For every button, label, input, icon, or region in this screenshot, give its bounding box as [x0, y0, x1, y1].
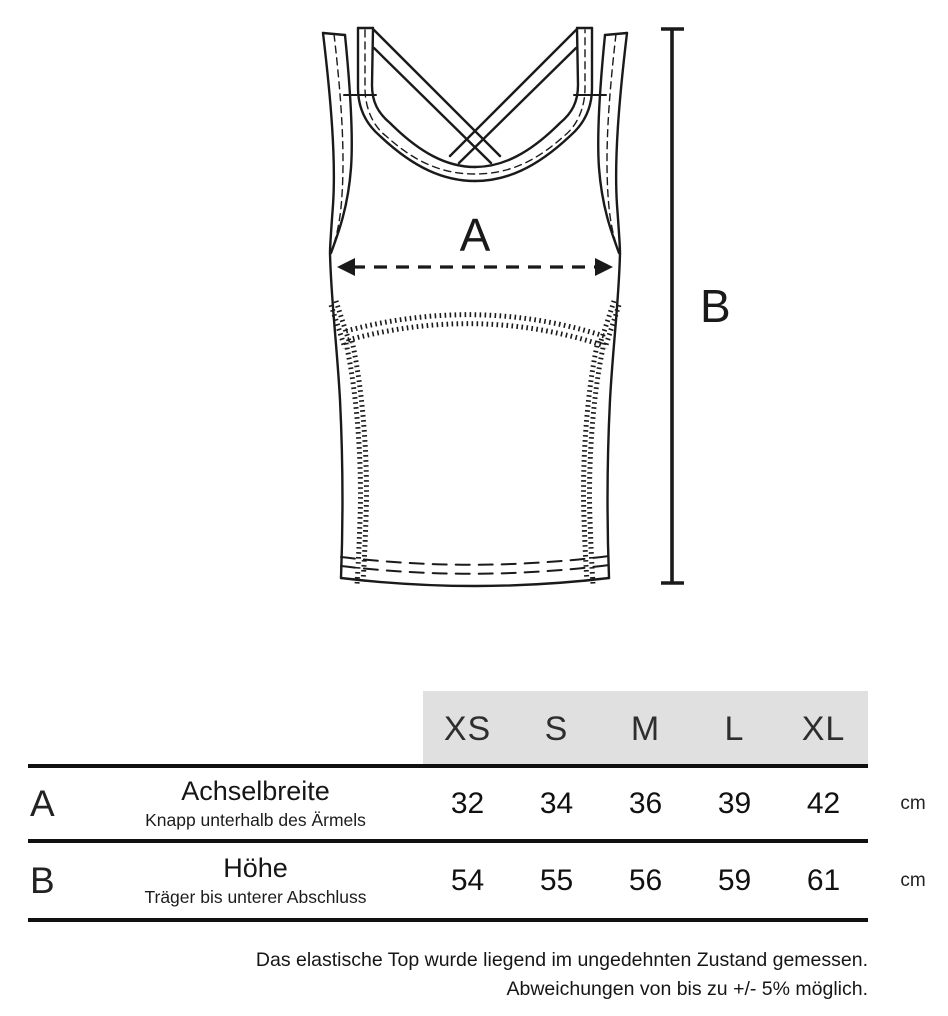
- value-xl: 42: [806, 786, 841, 820]
- row-letter: A: [30, 782, 55, 824]
- tank-top-right-outline: [598, 33, 627, 578]
- size-header-s: S: [544, 710, 569, 748]
- unit-label: cm: [900, 792, 926, 814]
- value-s: 55: [539, 863, 574, 897]
- measurement-name: Höhe: [223, 853, 288, 884]
- value-xs: 32: [450, 786, 485, 820]
- measure-b-label: B: [700, 280, 731, 332]
- measurement-footnote: [256, 946, 868, 1005]
- tank-top-stitch-seams: [331, 301, 619, 584]
- footnote-line-2: Abweichungen von bis zu +/- 5% möglich.: [506, 978, 868, 1001]
- size-header-l: L: [724, 710, 745, 748]
- value-s: 34: [539, 786, 574, 820]
- value-m: 56: [628, 863, 663, 897]
- value-xl: 61: [806, 863, 841, 897]
- table-row-hoehe: [28, 843, 926, 918]
- measurement-name-cell: [88, 853, 423, 907]
- size-header-xl: XL: [801, 710, 846, 748]
- table-row-achselbreite: [28, 768, 926, 839]
- value-xs: 54: [450, 863, 485, 897]
- value-m: 36: [628, 786, 663, 820]
- size-table-header: [423, 691, 868, 768]
- tank-top-hem: [341, 556, 609, 586]
- tank-top-cross-straps: [374, 30, 576, 163]
- tank-top-neckline: [358, 28, 592, 181]
- measurement-description: Knapp unterhalb des Ärmels: [145, 810, 366, 831]
- row-letter: B: [30, 859, 55, 901]
- measurement-name: Achselbreite: [181, 776, 330, 807]
- tank-top-left-outline: [323, 33, 352, 578]
- footnote-line-1: Das elastische Top wurde liegend im ungedehnten Zustand gemessen.: [255, 949, 868, 971]
- table-divider-bottom: [28, 918, 868, 922]
- unit-label: cm: [900, 869, 926, 891]
- measurement-description: Träger bis unterer Abschluss: [144, 887, 367, 908]
- size-header-m: M: [630, 710, 661, 748]
- value-l: 59: [717, 863, 752, 897]
- measure-b-line: [661, 29, 684, 583]
- size-header-xs: XS: [443, 710, 492, 748]
- measure-a-label: A: [459, 209, 491, 261]
- value-l: 39: [717, 786, 752, 820]
- measurement-name-cell: [88, 776, 423, 830]
